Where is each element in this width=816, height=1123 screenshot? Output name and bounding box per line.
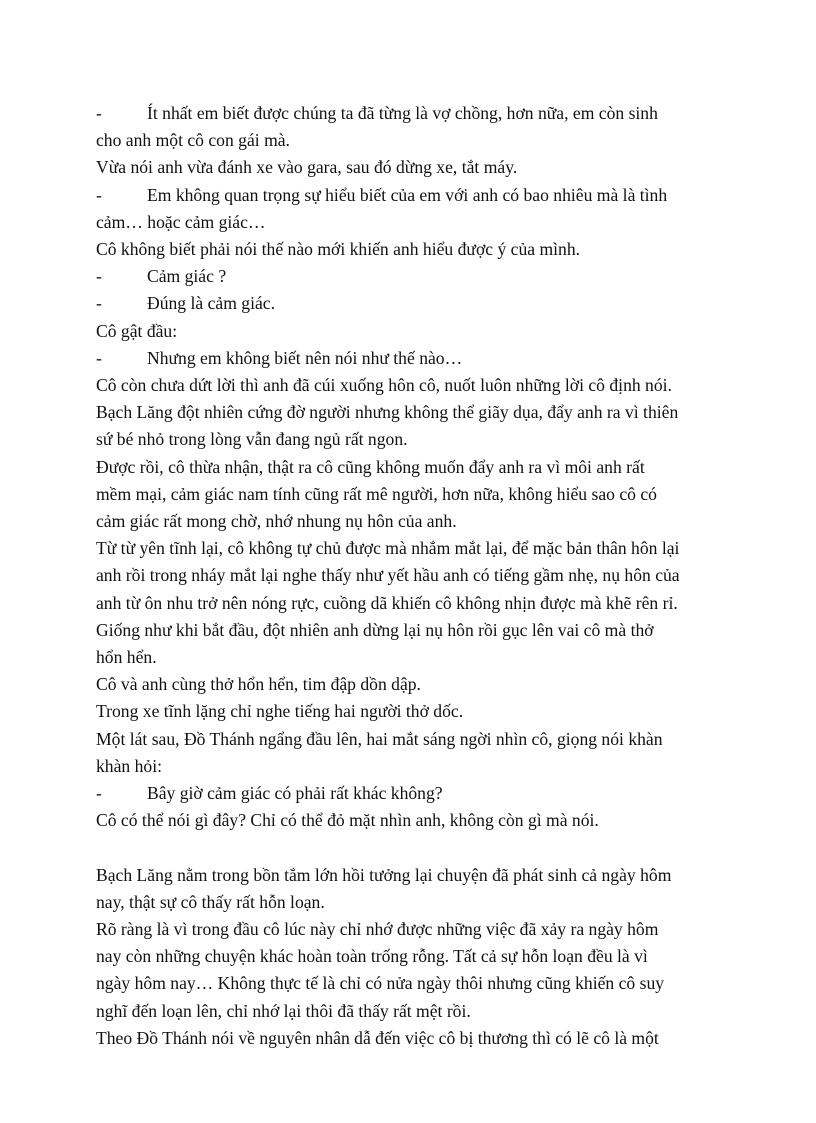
text-line: cho anh một cô con gái mà. bbox=[96, 130, 290, 151]
text-line: khàn hỏi: bbox=[96, 755, 162, 776]
dialogue-dash: - bbox=[96, 293, 102, 314]
text-line: Cô và anh cùng thở hổn hển, tim đập dồn dập. bbox=[96, 674, 421, 695]
text-line: Theo Đồ Thánh nói về nguyên nhân dẫ đến việc cô bị thương thì có lẽ cô là một bbox=[96, 1027, 659, 1048]
dialogue-line bbox=[96, 100, 726, 127]
text-line: mềm mại, cảm giác nam tính cũng rất mê người, hơn nữa, không hiểu sao cô có bbox=[96, 483, 657, 504]
dialogue-text: Đúng là cảm giác. bbox=[147, 293, 275, 314]
dialogue-dash: - bbox=[96, 266, 102, 287]
dialogue-dash: - bbox=[96, 103, 102, 123]
dialogue-text: Em không quan trọng sự hiểu biết của em với anh có bao nhiêu mà là tình bbox=[147, 184, 668, 205]
text-line: nghĩ đến loạn lên, chỉ nhớ lại thôi đã thấy rất mệt rồi. bbox=[96, 1000, 471, 1021]
dialogue-line bbox=[96, 345, 726, 372]
dialogue-text: Ít nhất em biết được chúng ta đã từng là vợ chồng, hơn nữa, em còn sinh bbox=[147, 103, 658, 123]
text-line: cảm… hoặc cảm giác… bbox=[96, 211, 266, 232]
blank-line bbox=[96, 834, 726, 861]
document-body bbox=[96, 100, 726, 1052]
text-line: nay còn những chuyện khác hoàn toàn trống rỗng. Tất cả sự hỗn loạn đều là vì bbox=[96, 946, 648, 967]
dialogue-line bbox=[96, 182, 726, 209]
text-line: sứ bé nhỏ trong lòng vẫn đang ngủ rất ngon. bbox=[96, 429, 408, 450]
text-line: anh rồi trong nháy mắt lại nghe thấy như yết hầu anh có tiếng gầm nhẹ, nụ hôn của bbox=[96, 565, 680, 586]
dialogue-line bbox=[96, 780, 726, 807]
text-line: ngày hôm nay… Không thực tế là chỉ có nửa ngày thôi nhưng cũng khiến cô suy bbox=[96, 973, 665, 994]
text-line: Bạch Lăng nằm trong bồn tắm lớn hồi tưởng lại chuyện đã phát sinh cả ngày hôm bbox=[96, 864, 672, 885]
text-line: Cô có thể nói gì đây? Chỉ có thể đỏ mặt nhìn anh, không còn gì mà nói. bbox=[96, 810, 599, 831]
text-line: Trong xe tĩnh lặng chỉ nghe tiếng hai người thở dốc. bbox=[96, 701, 464, 722]
dialogue-text: Nhưng em không biết nên nói như thế nào… bbox=[147, 347, 463, 368]
dialogue-dash: - bbox=[96, 184, 102, 205]
text-line: Bạch Lăng đột nhiên cứng đờ người nhưng không thể giãy dụa, đẩy anh ra vì thiên bbox=[96, 402, 679, 423]
text-line: Rõ ràng là vì trong đầu cô lúc này chỉ nhớ được những việc đã xảy ra ngày hôm bbox=[96, 919, 659, 940]
text-line: hổn hển. bbox=[96, 647, 157, 668]
text-line: Cô gật đầu: bbox=[96, 320, 178, 341]
text-line: Vừa nói anh vừa đánh xe vào gara, sau đó dừng xe, tắt máy. bbox=[96, 157, 518, 178]
text-line: Được rồi, cô thừa nhận, thật ra cô cũng không muốn đẩy anh ra vì môi anh rất bbox=[96, 456, 645, 477]
dialogue-dash: - bbox=[96, 347, 102, 368]
text-line: Cô không biết phải nói thế nào mới khiến anh hiểu được ý của mình. bbox=[96, 239, 581, 260]
text-line: anh từ ôn nhu trở nên nóng rực, cuồng dã khiến cô không nhịn được mà khẽ rên rỉ. bbox=[96, 592, 678, 613]
text-line: cảm giác rất mong chờ, nhớ nhung nụ hôn của anh. bbox=[96, 511, 457, 532]
text-line: Từ từ yên tĩnh lại, cô không tự chủ được mà nhắm mắt lại, để mặc bản thân hôn lại bbox=[96, 538, 680, 559]
text-line: nay, thật sự cô thấy rất hỗn loạn. bbox=[96, 891, 325, 912]
dialogue-line bbox=[96, 263, 726, 290]
text-line: Một lát sau, Đồ Thánh ngẩng đầu lên, hai mắt sáng ngời nhìn cô, giọng nói khàn bbox=[96, 728, 663, 749]
dialogue-text: Cảm giác ? bbox=[147, 266, 227, 287]
dialogue-dash: - bbox=[96, 783, 102, 804]
text-line: Cô còn chưa dứt lời thì anh đã cúi xuống hôn cô, nuốt luôn những lời cô định nói. bbox=[96, 375, 672, 396]
text-line: Giống như khi bắt đầu, đột nhiên anh dừng lại nụ hôn rồi gục lên vai cô mà thở bbox=[96, 619, 654, 640]
dialogue-text: Bây giờ cảm giác có phải rất khác không? bbox=[147, 783, 443, 804]
dialogue-line bbox=[96, 290, 726, 317]
